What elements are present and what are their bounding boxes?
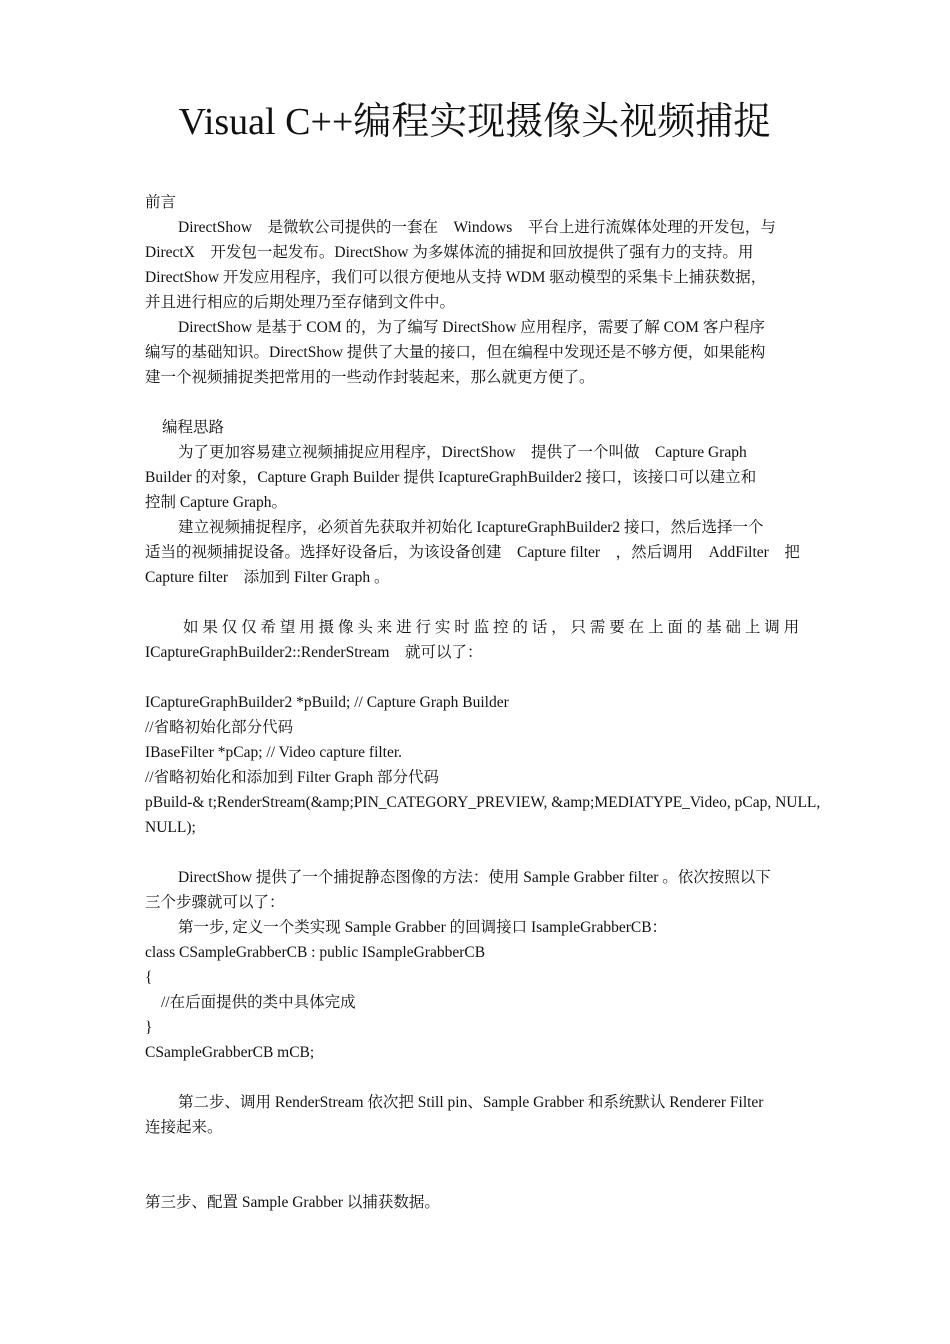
code-line: { [145, 969, 153, 986]
step-two-line: 第二步、调用 RenderStream 依次把 Still pin、Sample Grabber 和系统默认 Renderer Filter [178, 1094, 764, 1111]
paragraph-line: DirectShow 是基于 COM 的，为了编写 DirectShow 应用程序，需要了解 COM 客户程序 [178, 319, 765, 336]
paragraph-line: 适当的视频捕捉设备。选择好设备后，为该设备创建 Capture filter ，然后调用 AddFilter 把 [145, 544, 800, 561]
section-heading-preface: 前言 [145, 194, 177, 211]
code-line: IBaseFilter *pCap; // Video capture filter. [145, 744, 403, 761]
paragraph-line: DirectX 开发包一起发布。DirectShow 为多媒体流的捕捉和回放提供了强有力的支持。用 [145, 244, 754, 261]
code-line: CSampleGrabberCB mCB; [145, 1044, 315, 1061]
paragraph-line: 三个步骤就可以了： [145, 894, 285, 911]
paragraph-line: 并且进行相应的后期处理乃至存储到文件中。 [145, 294, 456, 311]
section-heading-approach: 编程思路 [162, 419, 225, 436]
paragraph-line: 编写的基础知识。DirectShow 提供了大量的接口，但在编程中发现还是不够方便，如果能构 [145, 344, 766, 361]
paragraph-line: 如 果 仅 仅 希 望 用 摄 像 头 来 进 行 实 时 监 控 的 话 ， 只 需 要 在 上 面 的 基 础 上 调 用 [183, 619, 800, 636]
paragraph-line: Builder 的对象，Capture Graph Builder 提供 IcaptureGraphBuilder2 接口，该接口可以建立和 [145, 469, 757, 486]
step-three-line: 第三步、配置 Sample Grabber 以捕获数据。 [145, 1194, 440, 1211]
paragraph-line: DirectShow 是微软公司提供的一套在 Windows 平台上进行流媒体处理的开发包，与 [178, 219, 776, 236]
paragraph-line: ICaptureGraphBuilder2::RenderStream 就可以了： [145, 644, 483, 661]
code-line: pBuild-& t;RenderStream(&amp;PIN_CATEGORY_PREVIEW, &amp;MEDIATYPE_Video, pCap, NULL, [145, 794, 821, 811]
code-line: //省略初始化和添加到 Filter Graph 部分代码 [145, 769, 440, 786]
code-line: NULL); [145, 819, 196, 836]
code-line: class CSampleGrabberCB : public ISampleGrabberCB [145, 944, 486, 961]
page-title: Visual C++编程实现摄像头视频捕捉 [178, 101, 772, 143]
code-line: //在后面提供的类中具体完成 [161, 994, 356, 1011]
paragraph-line: 为了更加容易建立视频捕捉应用程序，DirectShow 提供了一个叫做 Capture Graph [178, 444, 747, 461]
document-body [145, 190, 821, 1215]
code-line: } [145, 1019, 153, 1036]
paragraph-line: Capture filter 添加到 Filter Graph 。 [145, 569, 390, 586]
code-line: ICaptureGraphBuilder2 *pBuild; // Capture Graph Builder [145, 694, 509, 711]
step-two-line: 连接起来。 [145, 1119, 223, 1136]
code-line: //省略初始化部分代码 [145, 719, 294, 736]
step-one-line: 第一步, 定义一个类实现 Sample Grabber 的回调接口 IsampleGrabberCB： [178, 919, 668, 936]
paragraph-line: DirectShow 提供了一个捕捉静态图像的方法：使用 Sample Grabber filter 。依次按照以下 [178, 869, 771, 886]
paragraph-line: 建一个视频捕捉类把常用的一些动作封装起来，那么就更方便了。 [145, 369, 595, 386]
paragraph-line: 控制 Capture Graph。 [145, 494, 288, 511]
paragraph-line: DirectShow 开发应用程序，我们可以很方便地从支持 WDM 驱动模型的采集卡上捕获数据， [145, 269, 767, 286]
paragraph-line: 建立视频捕捉程序，必须首先获取并初始化 IcaptureGraphBuilder2 接口，然后选择一个 [178, 519, 764, 536]
